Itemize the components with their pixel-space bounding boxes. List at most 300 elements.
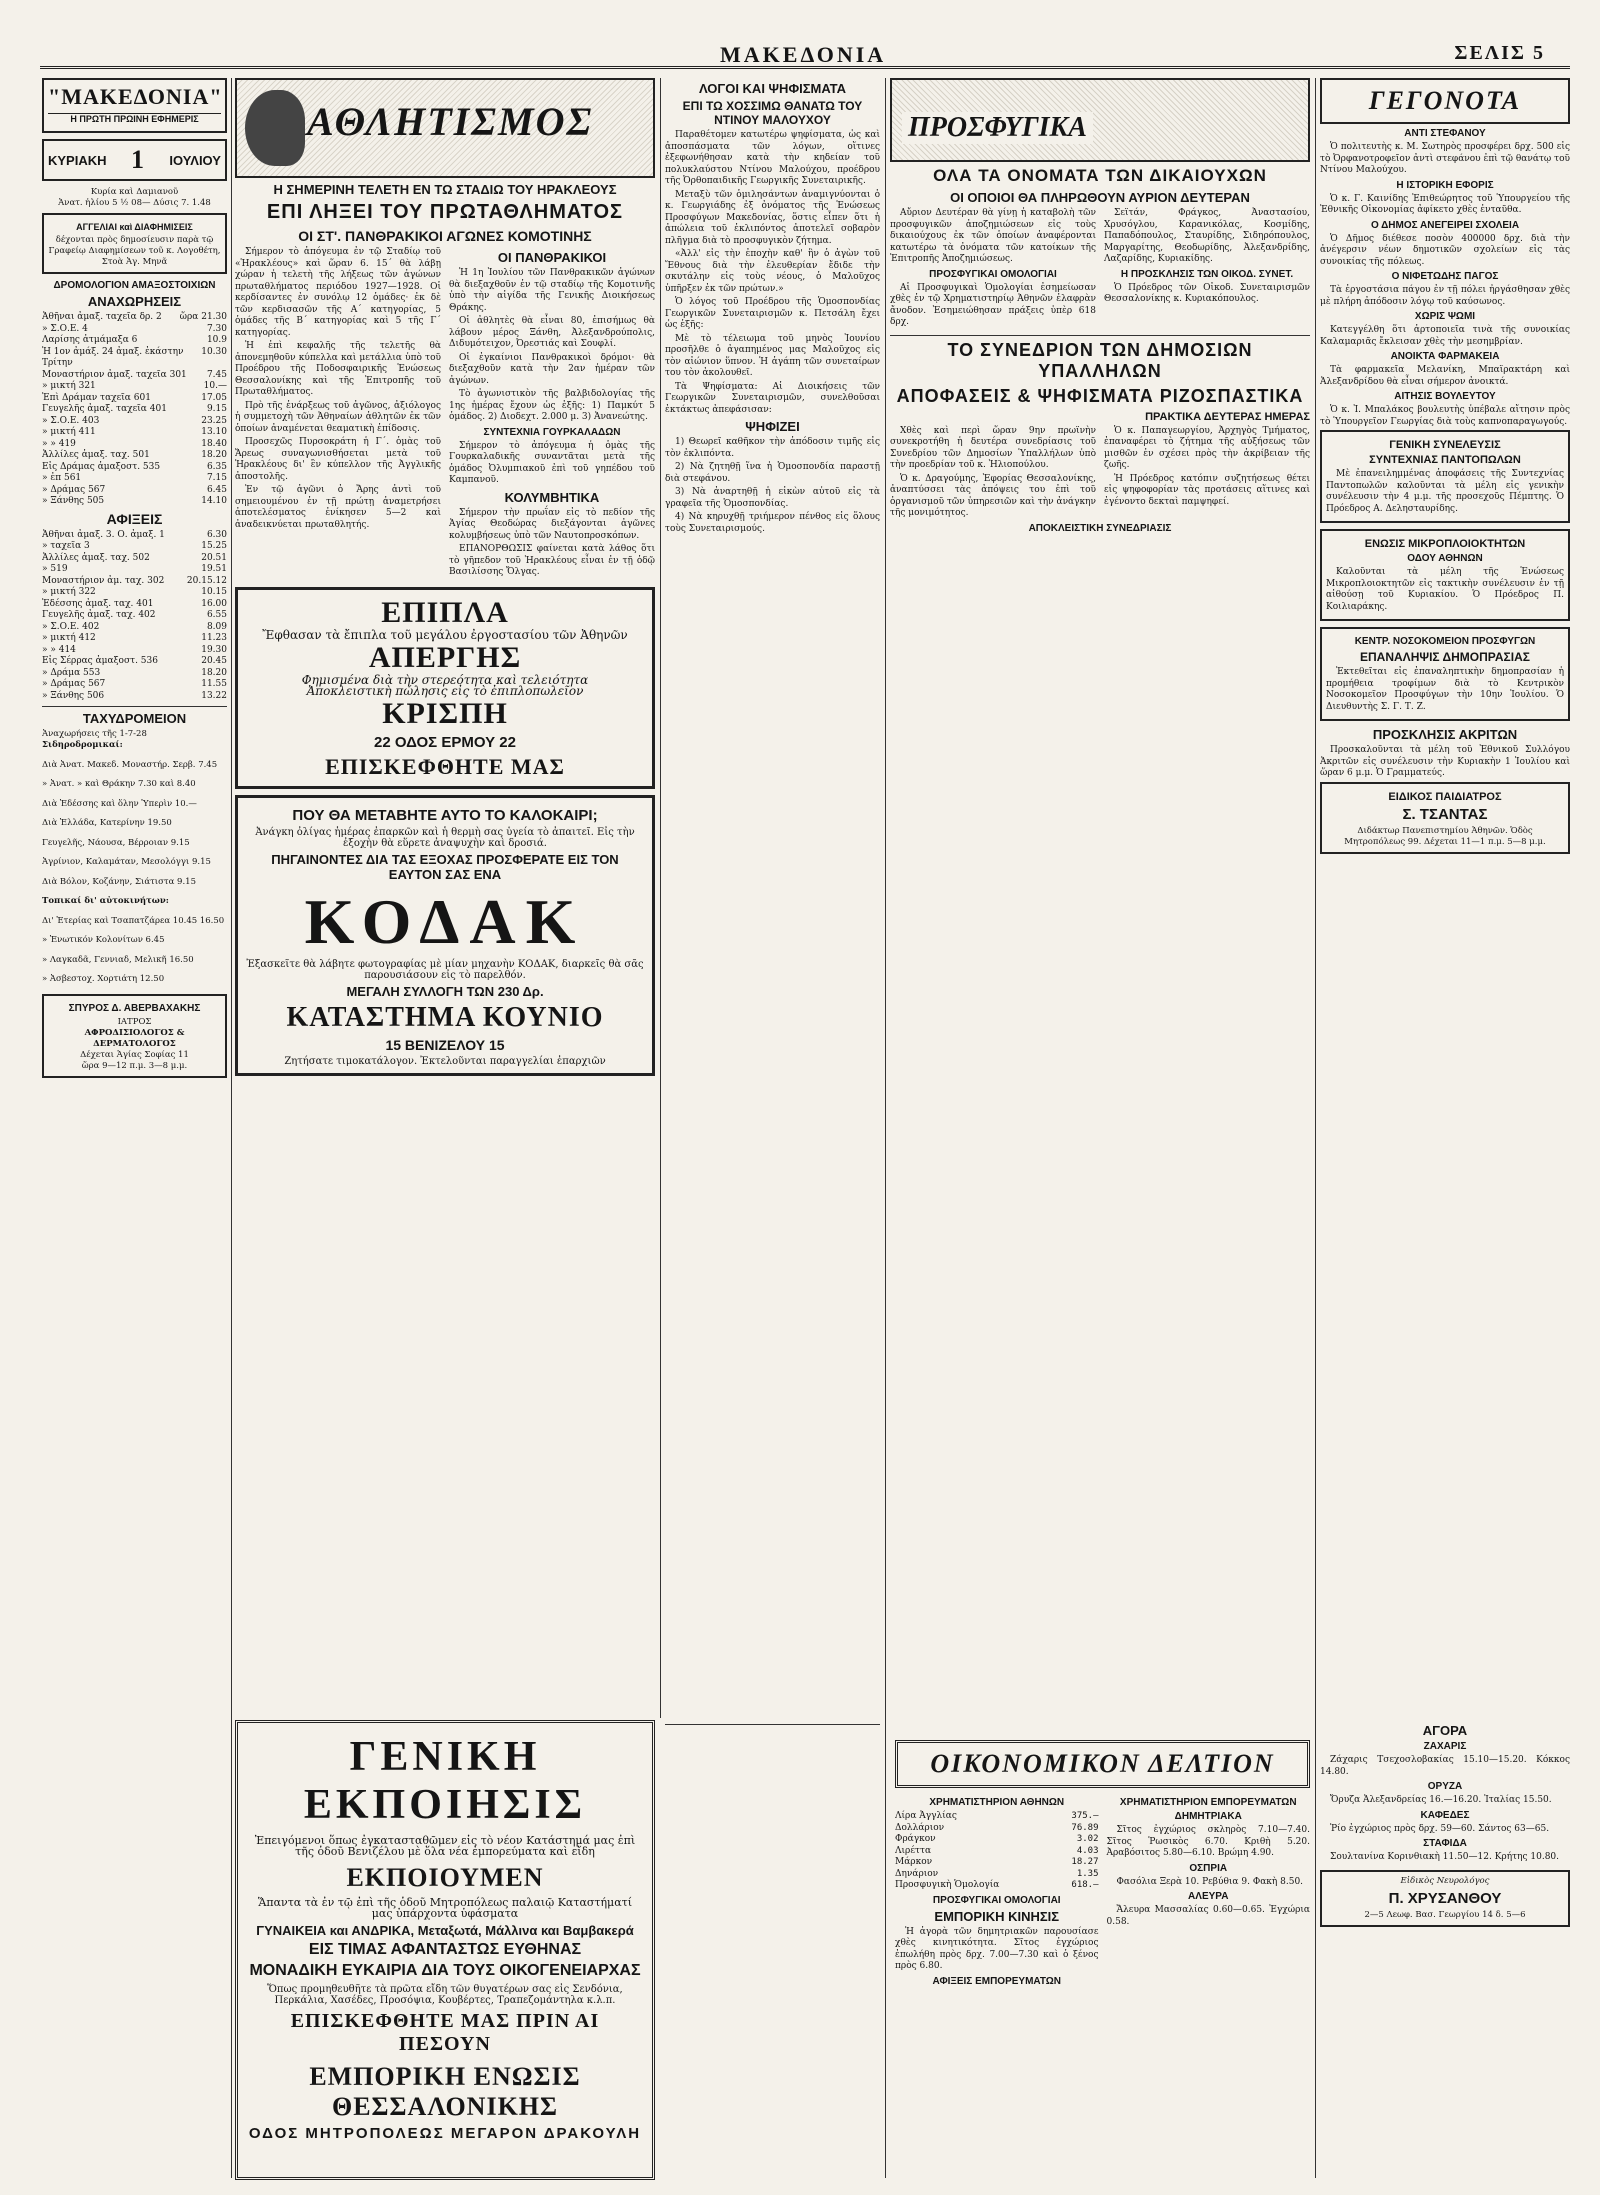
table-row xyxy=(42,633,227,645)
row-label: Ἀλλίλες ἀμαξ. ταχ. 502 xyxy=(42,552,150,563)
paragraph: «Ἀλλ' εἰς τὴν ἐποχὴν καθ' ἣν ὁ ἀγὼν τοῦ Ἔθνους διὰ τὴν ἐλευθερίαν ἔδιδε τὴν σκυτάλην εἰς τοὺς νέους, ὁ Μαλοῦχος ὑπῆρξεν ἐκ τῶν πρώτων.» xyxy=(665,249,880,294)
paragraph: Τὰ Ψηφίσματα: Αἱ Διοικήσεις τῶν Γεωργικῶν Συνεταιρισμῶν, συνελθοῦσαι ἐκτάκτως ἀπεφάσισαν: xyxy=(665,381,880,415)
sports-headline-3: ΟΙ ΣΤ'. ΠΑΝΘΡΑΚΙΚΟΙ ΑΓΩΝΕΣ ΚΟΜΟΤΙΝΗΣ xyxy=(298,228,592,244)
row-label: » Δράμας 567 xyxy=(42,679,106,689)
table-row xyxy=(42,439,227,451)
paragraph: Μεταξὺ τῶν ὁμιλησάντων ἀναμιγνύονται ὁ κ. Γεωργιάδης ἐξ ὀνόματος τῆς Ἑνώσεως Προσφύγων Μακεδονίας, ὅστις εἶπεν ὅτι ἡ ἀπώλεια τοῦ ἐκλιπόντος ἀποτελεῖ σοβαρὸν πλῆγμα διὰ τὸ προσφυγικὸν ζήτημα. xyxy=(665,189,880,246)
row-value: 3.02 xyxy=(1076,1834,1099,1844)
row-value: 15.25 xyxy=(201,541,227,551)
pediatrician-name: Σ. ΤΣΑΝΤΑΣ xyxy=(1402,805,1488,823)
obligation-text: Αἱ Προσφυγικαὶ Ὁμολογίαι ἐσημείωσαν χθὲς ἐν τῷ Χρηματιστηρίῳ Ἀθηνῶν ἐλαφρὰν ἄνοδον. Ἐσημειώθησαν πράξεις ὑπὲρ 618 δρχ. xyxy=(890,282,1096,327)
row-value: ὥρα 21.30 xyxy=(179,312,227,322)
row-value: 20.51 xyxy=(201,552,227,563)
furniture-ad-title: ΕΠΙΠΛΑ xyxy=(381,595,509,629)
row-label: Ἡ 1ον ἀμάξ. 24 ἀμαξ. ἐκάστην Τρίτην xyxy=(42,346,184,368)
kodak-ad xyxy=(235,795,655,1076)
paragraph: Ἡ Πρόεδρος κατόπιν συζητήσεως θέτει εἰς ψηφοφορίαν τὰς προτάσεις αἵτινες καὶ ἐγένοντο δεκταὶ παμψηφεί. xyxy=(1104,473,1310,507)
arrivals-table xyxy=(42,530,227,703)
paragraph: 1) Θεωρεῖ καθῆκον τὴν ἀπόδοσιν τιμῆς εἰς τὸν ἐκλιπόντα. xyxy=(665,437,880,459)
row-label: » μικτή 411 xyxy=(42,427,96,437)
row-value: 4.03 xyxy=(1076,1845,1099,1856)
financial-right xyxy=(1107,1794,1311,1990)
divider xyxy=(890,335,1310,336)
correction-text: ΕΠΑΝΟΡΘΩΣΙΣ φαίνεται κατὰ λάθος ὅτι τὸ γῆπεδον τοῦ Ἡρακλέους εἶναι ἐν τῇ ὁδῷ Βασιλίσσης Ὄλγας. xyxy=(449,544,655,577)
vote-list xyxy=(665,437,880,535)
exports-heading: ΑΦΙΞΕΙΣ ΕΜΠΟΡΕΥΜΑΤΩΝ xyxy=(932,1975,1061,1987)
divider xyxy=(665,1724,880,1725)
sports-left-text xyxy=(235,247,441,581)
kodak-ad-heading: ΠΟΥ ΘΑ ΜΕΤΑΒΗΤΕ ΑΥΤΟ ΤΟ ΚΑΛΟΚΑΙΡΙ; xyxy=(292,806,598,824)
row-label: Λαρίσης ἀτμάμαξα 6 xyxy=(42,335,138,345)
post-subtitle: Ἀναχωρήσεις τῆς 1-7-28 xyxy=(42,729,147,739)
row-label: Γευγελῆς ἀμαξ. ταχεῖα 401 xyxy=(42,404,167,414)
doctor-hours: ὥρα 9—12 π.μ. 3—8 μ.μ. xyxy=(81,1060,188,1071)
railway-heading: ΔΡΟΜΟΛΟΓΙΟΝ ΑΜΑΞΟΣΤΟΙΧΙΩΝ xyxy=(53,280,216,291)
column-sports xyxy=(235,78,655,1713)
sale-opportunity: ΜΟΝΑΔΙΚΗ ΕΥΚΑΙΡΙΑ ΔΙΑ ΤΟΥΣ ΟΙΚΟΓΕΝΕΙΑΡΧΑΣ xyxy=(249,1962,641,1979)
auto-list xyxy=(42,916,227,986)
vote-heading: ΨΗΦΙΖΕΙ xyxy=(745,419,800,434)
union-box xyxy=(1320,430,1570,523)
table-row xyxy=(42,473,227,485)
row-value: 13.10 xyxy=(201,427,227,437)
item-heading: ΟΡΥΖΑ xyxy=(1427,1781,1463,1792)
row-label: Δολλάριον xyxy=(895,1822,945,1833)
divider xyxy=(42,706,227,707)
departures-table xyxy=(42,312,227,508)
row-value: 375.— xyxy=(1071,1811,1099,1821)
flour-text: Ἄλευρα Μασσαλίας 0.60—0.65. Ἐγχώρια 0.58. xyxy=(1106,1905,1310,1927)
sale-cta: ΕΠΙΣΚΕΦΘΗΤΕ ΜΑΣ ΠΡΙΝ ΑΙ ΠΕΣΟΥΝ xyxy=(290,2010,600,2055)
row-value: 7.30 xyxy=(206,323,227,334)
row-value: 13.22 xyxy=(201,690,227,701)
column-rule xyxy=(660,78,661,1718)
furniture-ad-line: Ἀποκλειστικὴ πώλησις εἰς τὸ ἐπιπλοπωλεῖον xyxy=(306,683,584,698)
row-value: 6.45 xyxy=(206,484,227,495)
table-row xyxy=(42,610,227,622)
nameplate-subtitle: Η ΠΡΩΤΗ ΠΡΩΙΝΗ ΕΦΗΜΕΡΙΣ xyxy=(48,113,221,124)
paragraph: Χθὲς καὶ περὶ ὥραν 9ην πρωϊνὴν συνεκροτήθη ἡ δευτέρα συνεδρίασις τοῦ Συνεδρίου τῶν Δημοσίων Ὑπαλλήλων ὑπὸ τὴν προεδρίαν τοῦ κ. Ἠλιοπούλου. xyxy=(890,425,1096,470)
obligation-heading: ΠΡΟΣΦΥΓΙΚΑΙ ΟΜΟΛΟΓΙΑΙ xyxy=(929,268,1057,280)
financial-bulletin-title: ΟΙΚΟΝΟΜΙΚΟΝ ΔΕΛΤΙΟΝ xyxy=(895,1740,1310,1788)
row-label: » 519 xyxy=(42,564,68,574)
post-list xyxy=(42,760,227,888)
row-label: Προσφυγικὴ Ὁμολογία xyxy=(895,1880,1000,1890)
column-refugees xyxy=(890,78,1310,1713)
pediatrician-heading: ΕΙΔΙΚΟΣ ΠΑΙΔΙΑΤΡΟΣ xyxy=(1388,790,1502,803)
paragraph: Σήμερον τὸ ἀπόγευμα ἐν τῷ Σταδίῳ τοῦ «Ἡρακλέους» καὶ ὥραν 6. 15΄ θὰ λάβῃ χώραν ἡ τελετὴ τῆς λήξεως τῶν ἀγώνων πρωταθλήματος περιόδου 1927—1928. Οἱ κερδίσαντες ἐν συνόλῳ 12 ὁμάδες· ἐκ δὲ τῶν κερδισασῶν τῆς Α΄ κατηγορίας, 5 ὁμάδες τῆς Β΄ κατηγορίας καὶ 5 τῆς Γ΄ κατηγορίας. xyxy=(235,247,441,338)
column-news xyxy=(1320,78,1570,1713)
neurologist-heading: Εἰδικὸς Νευρολόγος xyxy=(1400,1875,1490,1886)
paragraph: 4) Νὰ κηρυχθῇ τριήμερον πένθος εἰς ὅλους τοὺς Συνεταιρισμούς. xyxy=(665,512,880,534)
row-label: » Σ.Ο.Ε. 403 xyxy=(42,415,100,426)
row-value: 9.15 xyxy=(206,404,227,414)
row-value: 16.00 xyxy=(201,598,227,609)
neurologist-name: Π. ΧΡΥΣΑΝΘΟΥ xyxy=(1388,1889,1502,1907)
column-left xyxy=(42,78,227,1713)
row-value: 20.45 xyxy=(201,656,227,666)
table-row xyxy=(42,416,227,428)
kodak-ad-body: Ἐξασκεῖτε θὰ λάβητε φωτογραφίας μὲ μίαν μηχανὴν ΚΟΔΑΚ, διαρκεῖς θὰ σᾶς παρουσιάσουν εἰς τὸ παρελθόν. xyxy=(246,958,644,981)
sale-line: Ἅπαντα τὰ ἐν τῷ ἐπὶ τῆς ὁδοῦ Μητροπόλεως παλαιῷ Καταστήματί μας ὑπάρχοντα ὑφάσματα xyxy=(257,1896,633,1920)
row-label: » ταχεῖα 3 xyxy=(42,541,90,551)
doctor-ad xyxy=(42,994,227,1078)
item-text: Ζάχαρις Τσεχοσλοβακίας 15.10—15.20. Κόκκος 14.80. xyxy=(1320,1755,1570,1777)
paragraph: 3) Νὰ ἀναρτηθῇ ἡ εἰκὼν αὐτοῦ εἰς τὰ γραφεῖα τῆς Ὁμοσπονδίας. xyxy=(665,487,880,509)
paragraph: Ἡ 1η Ἰουλίου τῶν Πανθρακικῶν ἀγώνων θὰ διεξαχθοῦν ἐν τῷ σταδίῳ τῆς Κομοτινῆς ὑπὸ τὴν αἰγίδα τῆς Γενικῆς Διοικήσεως Θράκης. xyxy=(449,268,655,313)
row-label: » Δράμας 567 xyxy=(42,484,106,495)
row-label: Ἐδέσσης ἀμαξ. ταχ. 401 xyxy=(42,598,154,609)
row-label: Λιρέττα xyxy=(895,1845,932,1856)
sale-prices: ΕΙΣ ΤΙΜΑΣ ΑΦΑΝΤΑΣΤΩΣ ΕΥΘΗΝΑΣ xyxy=(308,1941,582,1958)
row-label: Μάρκον xyxy=(895,1857,933,1867)
goods-list xyxy=(1320,1741,1570,1864)
sale-title: ΓΕΝΙΚΗ ΕΚΠΟΙΗΣΙΣ xyxy=(303,1734,587,1828)
column-speeches-continued xyxy=(665,1720,880,2180)
date-month: ΙΟΥΛΙΟΥ xyxy=(169,152,221,168)
row-label: Μοναστήριον ἀμαξ. ταχεῖα 301 xyxy=(42,369,187,380)
hospital-text: Ἐκτεθεῖται εἰς ἐπαναληπτικὴν δημοπρασίαν ἡ προμήθεια τροφίμων διὰ τὸ Κεντρικὸν Νοσοκομεῖον Προσφύγων τὴν 10ην Ἰουλίου. Ὁ Διευθυντὴς Σ. Γ. Τ. Ζ. xyxy=(1326,667,1564,712)
financial-section xyxy=(895,1740,1310,2180)
row-value: 10.— xyxy=(203,381,227,391)
sale-line: Ἐπειγόμενοι ὅπως ἐγκατασταθῶμεν εἰς τὸ νέον Κατάστημά μας ἐπὶ τῆς ὁδοῦ Βενιζέλου μὲ ὅλα νέα ἐμπορεύματα καὶ εἴδη xyxy=(254,1834,636,1858)
cooperative-heading: Η ΠΡΟΣΚΛΗΣΙΣ ΤΩΝ ΟΙΚΟΔ. ΣΥΝΕΤ. xyxy=(1120,268,1294,280)
doctor-spec: ΑΦΡΟΔΙΣΙΟΛΟΓΟΣ & ΔΕΡΜΑΤΟΛΟΓΟΣ xyxy=(84,1027,185,1049)
sports-right-text xyxy=(449,247,655,581)
sun-times: Ἀνατ. ἡλίου 5 ½ 08— Δύσις 7. 1.48 xyxy=(58,198,211,208)
row-value: 10.30 xyxy=(201,346,227,357)
sale-address: ΟΔΟΣ ΜΗΤΡΟΠΟΛΕΩΣ ΜΕΓΑΡΟΝ ΔΡΑΚΟΥΛΗ xyxy=(248,2125,642,2142)
paragraph: Ἀγρίνιον, Καλαμάταν, Μεσολόγγι 9.15 xyxy=(42,857,211,867)
table-row xyxy=(42,347,227,370)
paragraph: Παραθέτομεν κατωτέρω ψηφίσματα, ὡς καὶ ἀποσπάσματα τῶν λόγων, οἵτινες ἐξεφωνήθησαν κατὰ τὴν κηδείαν τοῦ πολυκλαύστου Ντίνου Μαλούχου, προέδρου τῆς Ὀρθοπαιδικῆς Γεωργικῆς Συνεταιρικῆς. xyxy=(665,130,880,186)
item-heading: ΣΤΑΦΙΔΑ xyxy=(1423,1838,1467,1849)
page-number: ΣΕΛΙΣ 5 xyxy=(1454,42,1545,64)
item-heading: ΑΙΤΗΣΙΣ ΒΟΥΛΕΥΤΟΥ xyxy=(1394,391,1496,402)
akrites-heading: ΠΡΟΣΚΛΗΣΙΣ ΑΚΡΙΤΩΝ xyxy=(1372,727,1518,742)
paragraph: Γευγελῆς, Νάουσα, Βέρροιαν 9.15 xyxy=(42,837,190,848)
kodak-ad-store: ΚΑΤΑΣΤΗΜΑ ΚΟΥΝΙΟ xyxy=(286,1001,604,1033)
refugee-headline-1: ΟΛΑ ΤΑ ΟΝΟΜΑΤΑ ΤΩΝ ΔΙΚΑΙΟΥΧΩΝ xyxy=(933,166,1267,185)
paragraph: Τὸ ἀγωνιστικὸν τῆς βαλβιδολογίας τῆς 1ης ἡμέρας ἔχουν ὡς ἑξῆς: 1) Παμκύτ 5 ὁμάδος. 2) Διοδεχτ. 2.000 μ. 3) Ἀνανεώτης. xyxy=(449,389,655,422)
grain-heading: ΔΗΜΗΤΡΙΑΚΑ xyxy=(1174,1811,1242,1822)
gym-heading: ΣΥΝΤΕΧΝΙΑ ΓΟΥΡΚΑΛΑΔΩΝ xyxy=(483,426,621,438)
refugee-right xyxy=(1104,208,1310,331)
speeches-text xyxy=(665,130,880,416)
paragraph: » Ἀνατ. » καὶ Θράκην 7.30 καὶ 8.40 xyxy=(42,779,196,789)
table-row xyxy=(42,691,227,703)
paragraph: Ἡ ἐπὶ κεφαλῆς τῆς τελετῆς θὰ ἀπονεμηθοῦν κύπελλα καὶ μετάλλια ὑπὸ τοῦ Προέδρου τῆς Ποδοσφαιρικῆς Ἑνώσεως Θεσσαλονίκης καὶ τῆς Ἐπιτροπῆς τοῦ Πρωταθλήματος. xyxy=(235,341,441,397)
refugee-left xyxy=(890,208,1096,331)
refugee-banner-title: ΠΡΟΣΦΥΓΙΚΑ xyxy=(902,112,1093,144)
kodak-ad-address: 15 ΒΕΝΙΖΕΛΟΥ 15 xyxy=(385,1036,505,1053)
row-value: 19.30 xyxy=(201,644,227,655)
row-label: » μικτή 412 xyxy=(42,633,96,643)
paragraph: Διὰ Ἀνατ. Μακεδ. Μοναστήρ. Σερβ. 7.45 xyxy=(42,759,218,770)
union-heading-2: ΣΥΝΤΕΧΝΙΑΣ ΠΑΝΤΟΠΩΛΩΝ xyxy=(1369,454,1521,466)
row-value: 1.35 xyxy=(1076,1868,1099,1879)
column-speeches xyxy=(665,78,880,1713)
row-value: 6.35 xyxy=(206,461,227,472)
table-row xyxy=(42,324,227,336)
row-value: 76.89 xyxy=(1071,1822,1099,1833)
sports-banner xyxy=(235,78,655,178)
paragraph: Διὰ Ἑλλάδα, Κατερίνην 19.50 xyxy=(42,818,172,828)
sports-columns xyxy=(235,247,655,581)
legumes-text: Φασόλια Ξερὰ 10. Ρεβύθια 9. Φακὴ 8.50. xyxy=(1116,1876,1304,1887)
row-label: Ἀθῆναι ἀμαξ. 3. Ο. ἀμαξ. 1 xyxy=(42,529,165,540)
kodak-ad-collection: ΜΕΓΑΛΗ ΣΥΛΛΟΓΗ ΤΩΝ 230 Δρ. xyxy=(346,983,544,999)
doctor-address: Δέχεται Ἁγίας Σοφίας 11 xyxy=(80,1049,189,1060)
row-value: 10.9 xyxy=(206,335,227,345)
row-value: 17.05 xyxy=(201,392,227,403)
item-heading: ΖΑΧΑΡΙΣ xyxy=(1423,1741,1467,1752)
union-text: Μὲ ἐπανειλημμένας ἀποφάσεις τῆς Συντεχνίας Παντοπωλῶν καλοῦνται τὰ μέλη εἰς γενικὴν συνέλευσιν τὴν 4 μ.μ. τῆς προσεχοῦς Πέμπτης. Ὁ Πρόεδρος Α. Δελησταυρίδης. xyxy=(1326,469,1564,514)
row-label: » » 414 xyxy=(42,644,76,655)
departures-heading: ΑΝΑΧΩΡΗΣΕΙΣ xyxy=(87,294,182,309)
hospital-heading-1: ΚΕΝΤΡ. ΝΟΣΟΚΟΜΕΙΟΝ ΠΡΟΣΦΥΓΩΝ xyxy=(1354,636,1536,647)
furniture-ad-address: 22 ΟΔΟΣ ΕΡΜΟΥ 22 xyxy=(374,733,516,751)
clearance-sale-ad xyxy=(235,1720,655,2180)
row-label: » Σ.Ο.Ε. 402 xyxy=(42,621,100,632)
date-day: ΚΥΡΙΑΚΗ xyxy=(48,152,107,168)
row-label: Ἐπὶ Δράμαν ταχεῖα 601 xyxy=(42,392,151,403)
hospital-heading-2: ΕΠΑΝΑΛΗΨΙΣ ΔΗΜΟΠΡΑΣΙΑΣ xyxy=(1360,650,1530,664)
grain-text: Σῖτος ἐγχώριος σκληρὸς 7.10—7.40. Σῖτος Ῥωσικὸς 6.70. Κριθὴ 5.20. Ἀραβόσιτος 5.80—6.10. Βρώμη 4.90. xyxy=(1106,1825,1310,1858)
sports-banner-title: ΑΘΛΗΤΙΣΜΟΣ xyxy=(307,99,594,144)
furniture-ad-store: ΚΡΙΣΠΗ xyxy=(382,696,508,730)
item-text: Τὰ φαρμακεῖα Μελανίκη, Μπαϊρακτάρη καὶ Ἀλεξανδρίδου θὰ εἶναι σήμερον ἀνοικτά. xyxy=(1320,365,1570,387)
sports-headline-2: ΕΠΙ ΛΗΞΕΙ ΤΟΥ ΠΡΩΤΑΘΛΗΜΑΤΟΣ xyxy=(266,201,624,223)
item-text: Κατεγγέλθη ὅτι ἀρτοποιεῖα τινὰ τῆς συνοικίας Καλαμαριᾶς ἔκλεισαν χθὲς τὴν μεσημβρίαν. xyxy=(1320,325,1570,347)
pediatrician-ad xyxy=(1320,782,1570,854)
speeches-headline-1: ΛΟΓΟΙ ΚΑΙ ΨΗΦΙΣΜΑΤΑ xyxy=(698,81,847,96)
pediatrician-text: Διδάκτωρ Πανεπιστημίου Ἀθηνῶν. Ὁδὸς Μητροπόλεως 99. Δέχεται 11—1 π.μ. 5—8 μ.μ. xyxy=(1344,825,1546,847)
obligation-heading: ΠΡΟΣΦΥΓΙΚΑΙ ΟΜΟΛΟΓΙΑΙ xyxy=(932,1894,1061,1906)
market-section xyxy=(1320,1720,1570,2180)
item-heading: Ο ΔΗΜΟΣ ΑΝΕΓΕΙΡΕΙ ΣΧΟΛΕΙΑ xyxy=(1370,219,1520,231)
cooperative-text: Ὁ Πρόεδρος τῶν Οἰκοδ. Συνεταιρισμῶν Θεσσαλονίκης κ. Κυριακόπουλος. xyxy=(1104,282,1310,304)
table-row xyxy=(42,553,227,565)
item-heading: Ο ΝΙΦΕΤΩΔΗΣ ΠΑΓΟΣ xyxy=(1391,271,1499,282)
item-text: Ὁ κ. Γ. Καινίδης Ἐπιθεώρητος τοῦ Ὑπουργείου τῆς Ἐθνικῆς Οἰκονομίας ἀφίκετο χθὲς ἐνταῦθα. xyxy=(1320,193,1570,215)
row-value: 8.09 xyxy=(206,621,227,632)
swim-text: Σήμερον τὴν πρωΐαν εἰς τὸ πεδίον τῆς Ἀγίας Θεοδώρας διεξάγονται ἀγῶνες κολυμβήσεως ὑπὸ τῶν Ναυτοπροσκόπων. xyxy=(449,507,655,541)
financial-left xyxy=(895,1794,1099,1990)
saint-line: Κυρία καὶ Δαμιανοῦ xyxy=(90,187,179,197)
item-text: Ὁ Δῆμος διέθεσε ποσὸν 400000 δρχ. διὰ τὴν ἀνέγερσιν νέων δημοτικῶν σχολείων εἰς τὰς συνοικίας τῆς πόλεως. xyxy=(1320,233,1570,267)
item-heading: ΑΝΟΙΚΤΑ ΦΑΡΜΑΚΕΙΑ xyxy=(1390,351,1500,362)
nameplate-title: "ΜΑΚΕΔΟΝΙΑ" xyxy=(48,84,223,109)
table-row xyxy=(895,1834,1099,1846)
table-row xyxy=(895,1823,1099,1835)
table-row xyxy=(42,450,227,462)
paragraph: » Λαγκαδᾶ, Γεννιαδ, Μελικῆ 16.50 xyxy=(42,954,194,965)
civil-headline-1: ΤΟ ΣΥΝΕΔΡΙΟΝ ΤΩΝ ΔΗΜΟΣΙΩΝ ΥΠΑΛΛΗΛΩΝ xyxy=(947,339,1253,381)
row-label: » Δράμα 553 xyxy=(42,667,101,678)
table-row xyxy=(42,393,227,405)
table-row xyxy=(42,485,227,497)
table-row xyxy=(42,656,227,668)
swim-heading: ΚΟΛΥΜΒΗΤΙΚΑ xyxy=(504,489,600,505)
doctor-name: ΣΠΥΡΟΣ Δ. ΑΒΕΡΒΑΧΑΚΗΣ xyxy=(68,1002,201,1014)
stock-table xyxy=(895,1811,1099,1892)
table-row xyxy=(42,645,227,657)
table-row xyxy=(42,541,227,553)
row-label: Δηνάριον xyxy=(895,1868,939,1879)
paragraph: Προσεχῶς Πυρσοκράτη ἡ Γ΄. ὁμὰς τοῦ Ἄρεως συναγωνισθήσεται μετὰ τοῦ Ἡρακλέους δι' ἓν κύπελλον τῆς Ἀγγλικῆς ἀποστολῆς. xyxy=(235,437,441,482)
row-label: Φράγκον xyxy=(895,1834,936,1844)
item-text: Ὄρυζα Ἀλεξανδρείας 16.—16.20. Ἰταλίας 15.50. xyxy=(1330,1795,1552,1805)
furniture-ad-line: Ἔφθασαν τὰ ἔπιπλα τοῦ μεγάλου ἐργοστασίου τῶν Ἀθηνῶν xyxy=(262,627,628,642)
neurologist-ad xyxy=(1320,1870,1570,1927)
market-heading: ΑΓΟΡΑ xyxy=(1422,1723,1468,1738)
table-row xyxy=(42,427,227,439)
table-row xyxy=(42,462,227,474)
paragraph: Μὲ τὸ τέλειωμα τοῦ μηνὸς Ἰουνίου προσῆλθε ὁ ἀγαπημένος μας Μαλοῦχος εἰς τὸν αἰώνιον ὕπνον. Ἡ ἀγάπη τῶν συνεταίρων του τὸν ἀκολουθεῖ. xyxy=(665,333,880,378)
row-value: 11.23 xyxy=(201,633,227,643)
refugee-text-left: Αὔριον Δευτέραν θὰ γίνῃ ἡ καταβολὴ τῶν προσφυγικῶν ἀποζημιώσεων εἰς τοὺς δικαιούχους ἐκ τῶν ὁποίων ἀναφέρονται κατωτέρω τὰ ὀνόματα τῶν κατοίκων τῆς Ἐπιτροπῆς Ἀποζημιώσεως. xyxy=(890,208,1096,264)
ads-heading: ΑΓΓΕΛΙΑΙ καὶ ΔΙΑΦΗΜΙΣΕΙΣ xyxy=(76,222,193,232)
row-label: Εἰς Σέρρας ἀμαξοστ. 536 xyxy=(42,656,158,666)
column-rule xyxy=(885,78,886,2178)
item-heading: ΚΑΦΕΔΕΣ xyxy=(1420,1809,1470,1821)
row-label: » ἐπ 561 xyxy=(42,473,82,483)
table-row xyxy=(42,599,227,611)
row-label: Λίρα Ἀγγλίας xyxy=(895,1811,957,1821)
shipowners-heading-2: ΟΔΟΥ ΑΘΗΝΩΝ xyxy=(1407,553,1483,564)
item-text: Τὰ ἐργοστάσια πάγου ἐν τῇ πόλει ἠργάσθησαν χθὲς μὲ πλήρη ἀπόδοσιν λόγῳ τοῦ καύσωνος. xyxy=(1320,285,1570,307)
table-row xyxy=(42,404,227,416)
union-heading-1: ΓΕΝΙΚΗ ΣΥΝΕΛΕΥΣΙΣ xyxy=(1389,439,1501,451)
table-row xyxy=(895,1846,1099,1858)
neurologist-text: 2—5 Λεωφ. Βασ. Γεωργίου 14 δ. 5—6 xyxy=(1364,1909,1526,1920)
market-text: Ἡ ἀγορὰ τῶν δημητριακῶν παρουσίασε χθὲς κινητικότητα. Σῖτος ἐγχώριος ἐπωλήθη πρὸς δρχ. 7.00—7.30 καὶ ὁ ξένος πρὸς 6.80. xyxy=(895,1926,1099,1971)
table-row xyxy=(895,1811,1099,1823)
row-value: 18.40 xyxy=(201,438,227,449)
item-text: Ὁ κ. Ἰ. Μπαλάκος βουλευτὴς ὑπέβαλε αἴτησιν πρὸς τὸ Ὑπουργεῖον Γεωργίας διὰ τοὺς καπνοπαραγωγούς. xyxy=(1320,405,1570,427)
row-label: » Ξάνθης 506 xyxy=(42,690,105,701)
kodak-ad-text: Ἀνάγκη ὀλίγας ἡμέρας ἐπαρκῶν καὶ ἡ θερμὴ σας ὑγεία τὸ ἀπαιτεῖ. Εἰς τὴν ἐξοχὴν θὰ εὕρετε ἀναψυχὴν καὶ δροσιά. xyxy=(255,826,635,849)
furniture-ad-cta: ΕΠΙΣΚΕΦΘΗΤΕ ΜΑΣ xyxy=(325,753,565,779)
paragraph: Διὰ Βόλον, Κοζάνην, Σιάτιστα 9.15 xyxy=(42,876,196,887)
auto-heading: Τοπικαί δι' αὐτοκινήτων: xyxy=(42,896,169,906)
item-heading: ΧΩΡΙΣ ΨΩΜΙ xyxy=(1414,311,1476,322)
item-text: Σουλτανίνα Κορινθιακὴ 11.50—12. Κρήτης 10.80. xyxy=(1330,1852,1560,1862)
item-heading: ΑΝΤΙ ΣΤΕΦΑΝΟΥ xyxy=(1404,128,1486,139)
row-label: » μικτή 322 xyxy=(42,587,96,597)
paragraph: » Ἀσβεστοχ. Χορτιάτη 12.50 xyxy=(42,974,165,984)
paragraph: Ὁ λόγος τοῦ Προέδρου τῆς Ὁμοσπονδίας Γεωργικῶν Συνεταιρισμῶν κ. Πετσάλη ἔχει ὡς ἑξῆς: xyxy=(665,297,880,330)
sale-store: ΕΜΠΟΡΙΚΗ ΕΝΩΣΙΣ ΘΕΣΣΑΛΟΝΙΚΗΣ xyxy=(309,2062,581,2121)
civil-headline-2: ΑΠΟΦΑΣΕΙΣ & ΨΗΦΙΣΜΑΤΑ ΡΙΖΟΣΠΑΣΤΙΚΑ xyxy=(896,385,1304,406)
shipowners-heading-1: ΕΝΩΣΙΣ ΜΙΚΡΟΠΛΟΙΟΚΤΗΤΩΝ xyxy=(1364,538,1526,550)
table-row xyxy=(895,1880,1099,1892)
paragraph: Οἱ ἀθλητὲς θὰ εἶναι 80, ἐπισήμως θὰ λάβουν μέρος Ξάνθη, Ἀλεξανδρούπολις, Διδυμότειχον, Ὀρεστιάς καὶ Σουφλί. xyxy=(449,316,655,349)
nameplate-box xyxy=(42,78,227,133)
row-value: 18.27 xyxy=(1071,1857,1099,1867)
row-value: 18.20 xyxy=(201,667,227,678)
paragraph: Οἱ ἐγκαίνιοι Πανθρακικοὶ δρόμοι· θὰ διεξαχθοῦν κατὰ τὴν 2αν ἡμέραν τῶν ἀγώνων. xyxy=(449,352,655,386)
shipowners-box xyxy=(1320,529,1570,621)
furniture-ad-line: Φημισμένα διὰ τὴν στερεότητα καὶ τελειότητα xyxy=(301,672,589,687)
panthrakikoi-text xyxy=(449,268,655,424)
row-label: Εἰς Δράμας ἀμαξοστ. 535 xyxy=(42,461,161,472)
civil-text xyxy=(890,426,1310,520)
speeches-headline-2: ΕΠΙ ΤΩ ΧΟΣΣΙΜΩ ΘΑΝΑΤΩ ΤΟΥ ΝΤΙΝΟΥ ΜΑΛΟΥΧΟΥ xyxy=(682,99,863,127)
table-row xyxy=(42,370,227,382)
furniture-ad xyxy=(235,587,655,789)
table-row xyxy=(42,587,227,599)
table-row xyxy=(42,381,227,393)
sports-headline-1: Η ΣΗΜΕΡΙΝΗ ΤΕΛΕΤΗ ΕΝ ΤΩ ΣΤΑΔΙΩ ΤΟΥ ΗΡΑΚΛΕΟΥΣ xyxy=(273,182,617,197)
table-row xyxy=(42,530,227,542)
date-number: 1 xyxy=(130,145,145,174)
row-value: 23.25 xyxy=(201,415,227,426)
row-value: 19.51 xyxy=(201,564,227,574)
row-value: 7.15 xyxy=(206,473,227,483)
post-rail-heading: Σιδηροδρομικαί: xyxy=(42,740,123,750)
table-row xyxy=(42,496,227,508)
row-value: 6.55 xyxy=(206,610,227,620)
commodity-heading: ΧΡΗΜΑΤΙΣΤΗΡΙΟΝ ΕΜΠΟΡΕΥΜΑΤΩΝ xyxy=(1119,1797,1297,1808)
paragraph: 2) Νὰ ζητηθῇ ἵνα ἡ Ὁμοσπονδία παραστῇ διὰ στεφάνου. xyxy=(665,462,880,484)
table-row xyxy=(42,312,227,324)
paragraph: Πρὸ τῆς ἐνάρξεως τοῦ ἀγῶνος, ἀξιόλογος ἡ συμμετοχὴ τῶν Ἀθηναίων ἀθλητῶν ἐκ τῶν ὁποίων ἀναμένεται θεαματικὴ ἐπίδοσις. xyxy=(235,400,441,434)
table-row xyxy=(42,679,227,691)
panthrakikoi-heading: ΟΙ ΠΑΝΘΡΑΚΙΚΟΙ xyxy=(497,250,607,265)
paragraph: » Ἐνωτικόν Κολονίτων 6.45 xyxy=(42,935,165,945)
column-rule xyxy=(231,78,232,2178)
row-label: » Σ.Ο.Ε. 4 xyxy=(42,323,88,334)
arrivals-heading: ΑΦΙΞΕΙΣ xyxy=(106,510,163,527)
sale-goods: ΓΥΝΑΙΚΕΙΑ και ΑΝΔΡΙΚΑ, Μεταξωτά, Μάλλινα και Βαμβακερά xyxy=(256,1923,634,1938)
athlete-illustration-icon xyxy=(245,90,305,166)
paragraph: Διὰ Ἐδέσσης καὶ ὅλην Ὑπερὶν 10.— xyxy=(42,798,197,809)
row-label: » Ξάνθης 505 xyxy=(42,496,105,506)
row-value: 6.30 xyxy=(206,529,227,540)
row-label: » μικτή 321 xyxy=(42,381,96,391)
refugee-headline-2: ΟΙ ΟΠΟΙΟΙ ΘΑ ΠΛΗΡΩΘΟΥΝ ΑΥΡΙΟΝ ΔΕΥΤΕΡΑΝ xyxy=(950,190,1250,205)
row-label: Ἀθῆναι ἀμαξ. ταχεῖα δρ. 2 xyxy=(42,312,162,322)
table-row xyxy=(895,1857,1099,1869)
hospital-box xyxy=(1320,627,1570,721)
table-row xyxy=(42,576,227,588)
shipowners-text: Καλοῦνται τὰ μέλη τῆς Ἑνώσεως Μικροπλοιοκτητῶν εἰς τακτικὴν συνέλευσιν ἐν τῇ αἰθούσῃ τοῦ Κυριακίου. Ὁ Πρόεδρος Π. Κοιλιαράκης. xyxy=(1326,567,1564,612)
row-value: 7.45 xyxy=(206,369,227,380)
financial-columns xyxy=(895,1794,1310,1990)
market-heading: ΕΜΠΟΡΙΚΗ ΚΙΝΗΣΙΣ xyxy=(934,1908,1060,1924)
masthead-title: ΜΑΚΕΔΟΝΙΑ xyxy=(720,42,887,67)
table-row xyxy=(42,622,227,634)
post-heading: ΤΑΧΥΔΡΟΜΕΙΟΝ xyxy=(82,711,187,726)
akrites-text: Προσκαλοῦνται τὰ μέλη τοῦ Ἐθνικοῦ Συλλόγου Ἀκριτῶν εἰς συνέλευσιν τὴν Κυριακὴν 1 Ἰουλίου καὶ ὥραν 6 μ.μ. Ὁ Γραμματεύς. xyxy=(1320,745,1570,778)
row-value: 11.55 xyxy=(201,679,227,689)
row-label: Μοναστήριον ἀμ. ταχ. 302 xyxy=(42,575,165,586)
refugee-banner xyxy=(890,78,1310,162)
row-label: Ἀλλίλες ἀμαξ. ταχ. 501 xyxy=(42,450,150,460)
table-row xyxy=(42,335,227,347)
kodak-ad-foot: Ζητήσατε τιμοκατάλογον. Ἐκτελοῦνται παραγγελίαι ἐπαρχιῶν xyxy=(284,1055,606,1067)
date-box xyxy=(42,139,227,181)
legumes-heading: ΟΣΠΡΙΑ xyxy=(1189,1862,1228,1874)
row-value: 14.10 xyxy=(201,496,227,506)
table-row xyxy=(895,1869,1099,1881)
ads-box xyxy=(42,213,227,274)
row-label: » » 419 xyxy=(42,438,76,449)
paragraph: Ὁ κ. Παπαγεωργίου, Ἀρχηγὸς Τμήματος, ἐπαναφέρει τὸ ζήτημα τῆς αὐξήσεως τῶν μισθῶν ἐν σχέσει πρὸς τὴν ἀκρίβειαν τῆς ζωῆς. xyxy=(1104,425,1310,470)
row-value: 618.— xyxy=(1071,1880,1099,1890)
